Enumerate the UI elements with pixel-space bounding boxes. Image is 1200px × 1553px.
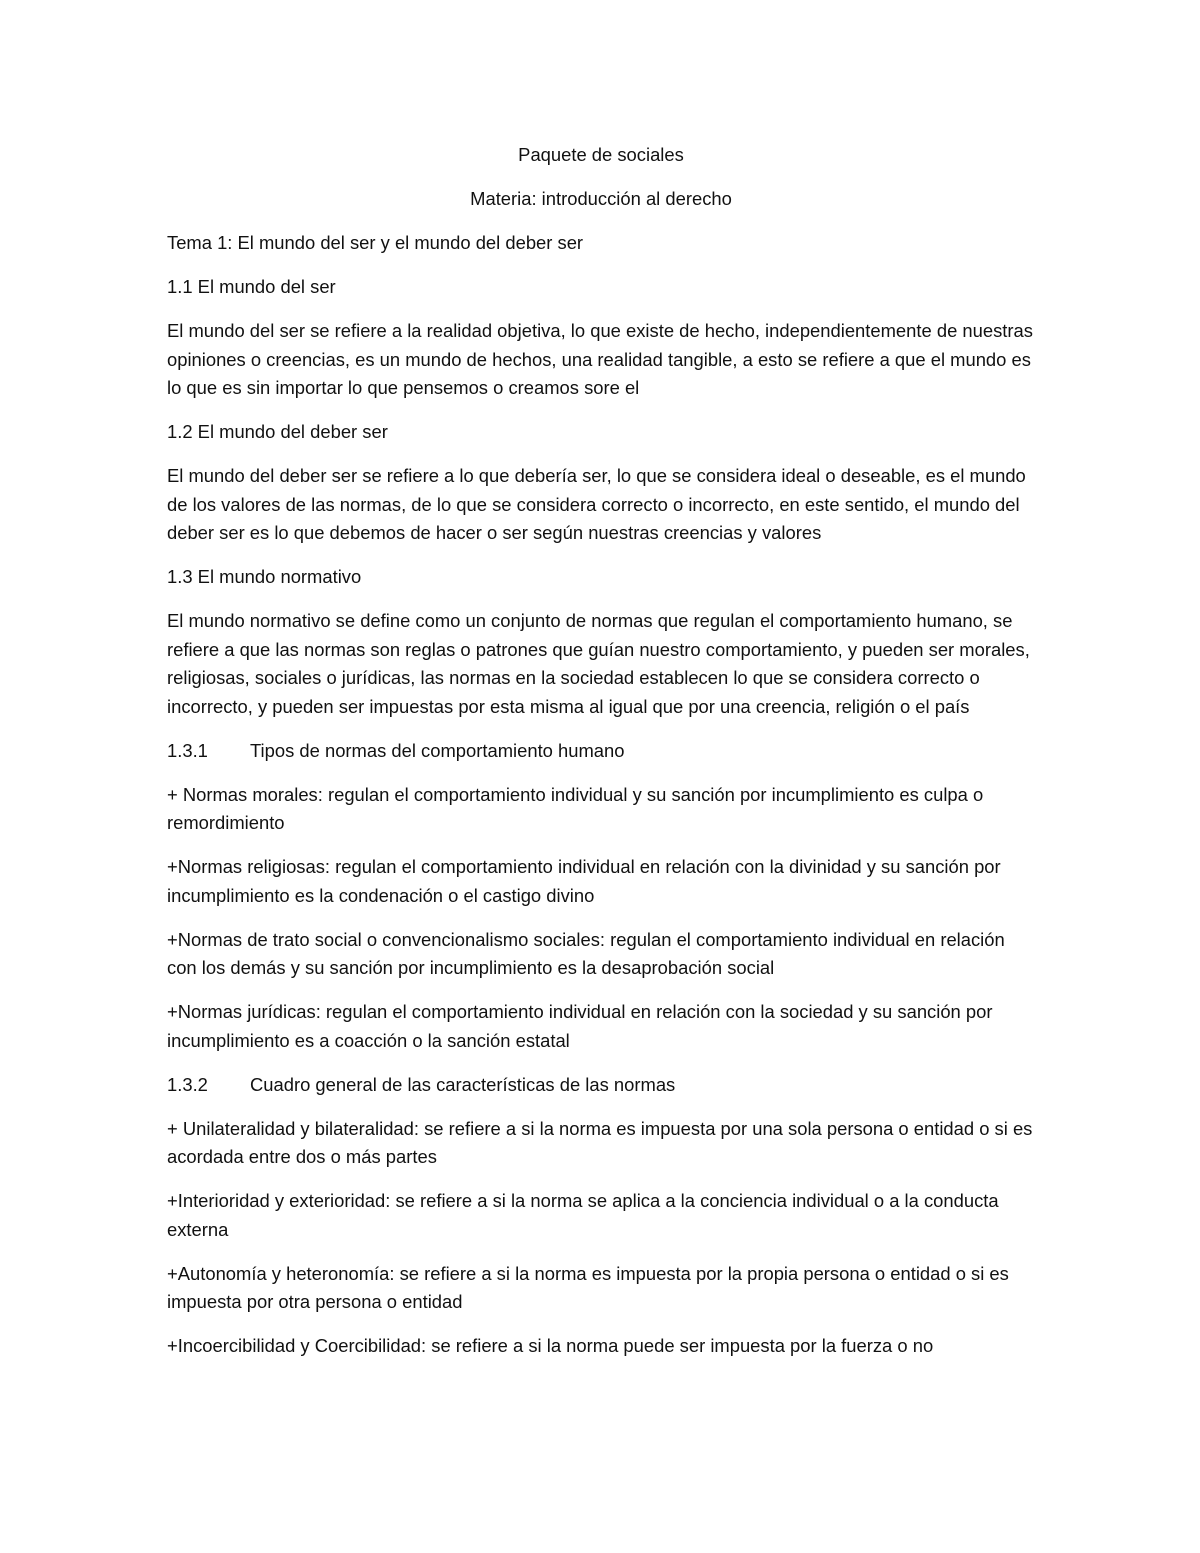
document-body	[167, 141, 1035, 1376]
topic-heading: Tema 1: El mundo del ser y el mundo del deber ser	[167, 232, 584, 253]
list-item: +Normas de trato social o convencionalismo sociales: regulan el comportamiento individual en relación con los demás y su sanción por incumplimiento es la desaprobación social	[167, 928, 1005, 978]
list-item: +Normas jurídicas: regulan el comportamiento individual en relación con la sociedad y su sanción por incumplimiento es a coacción o la sanción estatal	[167, 1001, 993, 1051]
section-number: 1.3.2	[167, 1073, 208, 1095]
list-item: +Interioridad y exterioridad: se refiere a si la norma se aplica a la conciencia individual o a la conducta externa	[167, 1190, 999, 1240]
section-1-1-heading: 1.1 El mundo del ser	[167, 276, 336, 297]
document-title: Paquete de sociales	[518, 144, 684, 165]
document-subject: Materia: introducción al derecho	[470, 188, 732, 209]
section-1-3-heading: 1.3 El mundo normativo	[167, 566, 362, 587]
section-1-3-body: El mundo normativo se define como un conjunto de normas que regulan el comportamiento humano, se refiere a que las normas son reglas o patrones que guían nuestro comportamiento, y pueden ser morales, religiosas, sociales o jurídicas, las normas en la sociedad establecen lo que se considera correcto o incorrecto, y pueden ser impuestas por esta misma al igual que por una creencia, religión o el país	[167, 610, 1030, 717]
section-number: 1.3.1	[167, 739, 208, 761]
section-1-1-body: El mundo del ser se refiere a la realidad objetiva, lo que existe de hecho, independientemente de nuestras opiniones o creencias, es un mundo de hechos, una realidad tangible, a esto se refiere a que el mundo es lo que es sin importar lo que pensemos o creamos sore el	[167, 320, 1033, 398]
section-1-2-body: El mundo del deber ser se refiere a lo que debería ser, lo que se considera ideal o deseable, es el mundo de los valores de las normas, de lo que se considera correcto o incorrecto, en este sentido, el mundo del deber ser es lo que debemos de hacer o ser según nuestras creencias y valores	[167, 465, 1026, 543]
list-item: + Unilateralidad y bilateralidad: se refiere a si la norma es impuesta por una sola persona o entidad o si es acordada entre dos o más partes	[167, 1117, 1033, 1167]
section-title: Tipos de normas del comportamiento humano	[250, 739, 625, 761]
section-title: Cuadro general de las características de las normas	[250, 1073, 676, 1095]
list-item: + Normas morales: regulan el comportamiento individual y su sanción por incumplimiento es culpa o remordimiento	[167, 783, 984, 833]
list-item: +Autonomía y heteronomía: se refiere a si la norma es impuesta por la propia persona o entidad o si es impuesta por otra persona o entidad	[167, 1262, 1009, 1312]
section-1-2-heading: 1.2 El mundo del deber ser	[167, 421, 388, 442]
section-1-3-2-heading	[167, 1071, 1035, 1100]
section-1-3-1-heading	[167, 737, 1035, 766]
list-item: +Incoercibilidad y Coercibilidad: se refiere a si la norma puede ser impuesta por la fuerza o no	[167, 1335, 934, 1356]
list-item: +Normas religiosas: regulan el comportamiento individual en relación con la divinidad y su sanción por incumplimiento es la condenación o el castigo divino	[167, 856, 1001, 906]
